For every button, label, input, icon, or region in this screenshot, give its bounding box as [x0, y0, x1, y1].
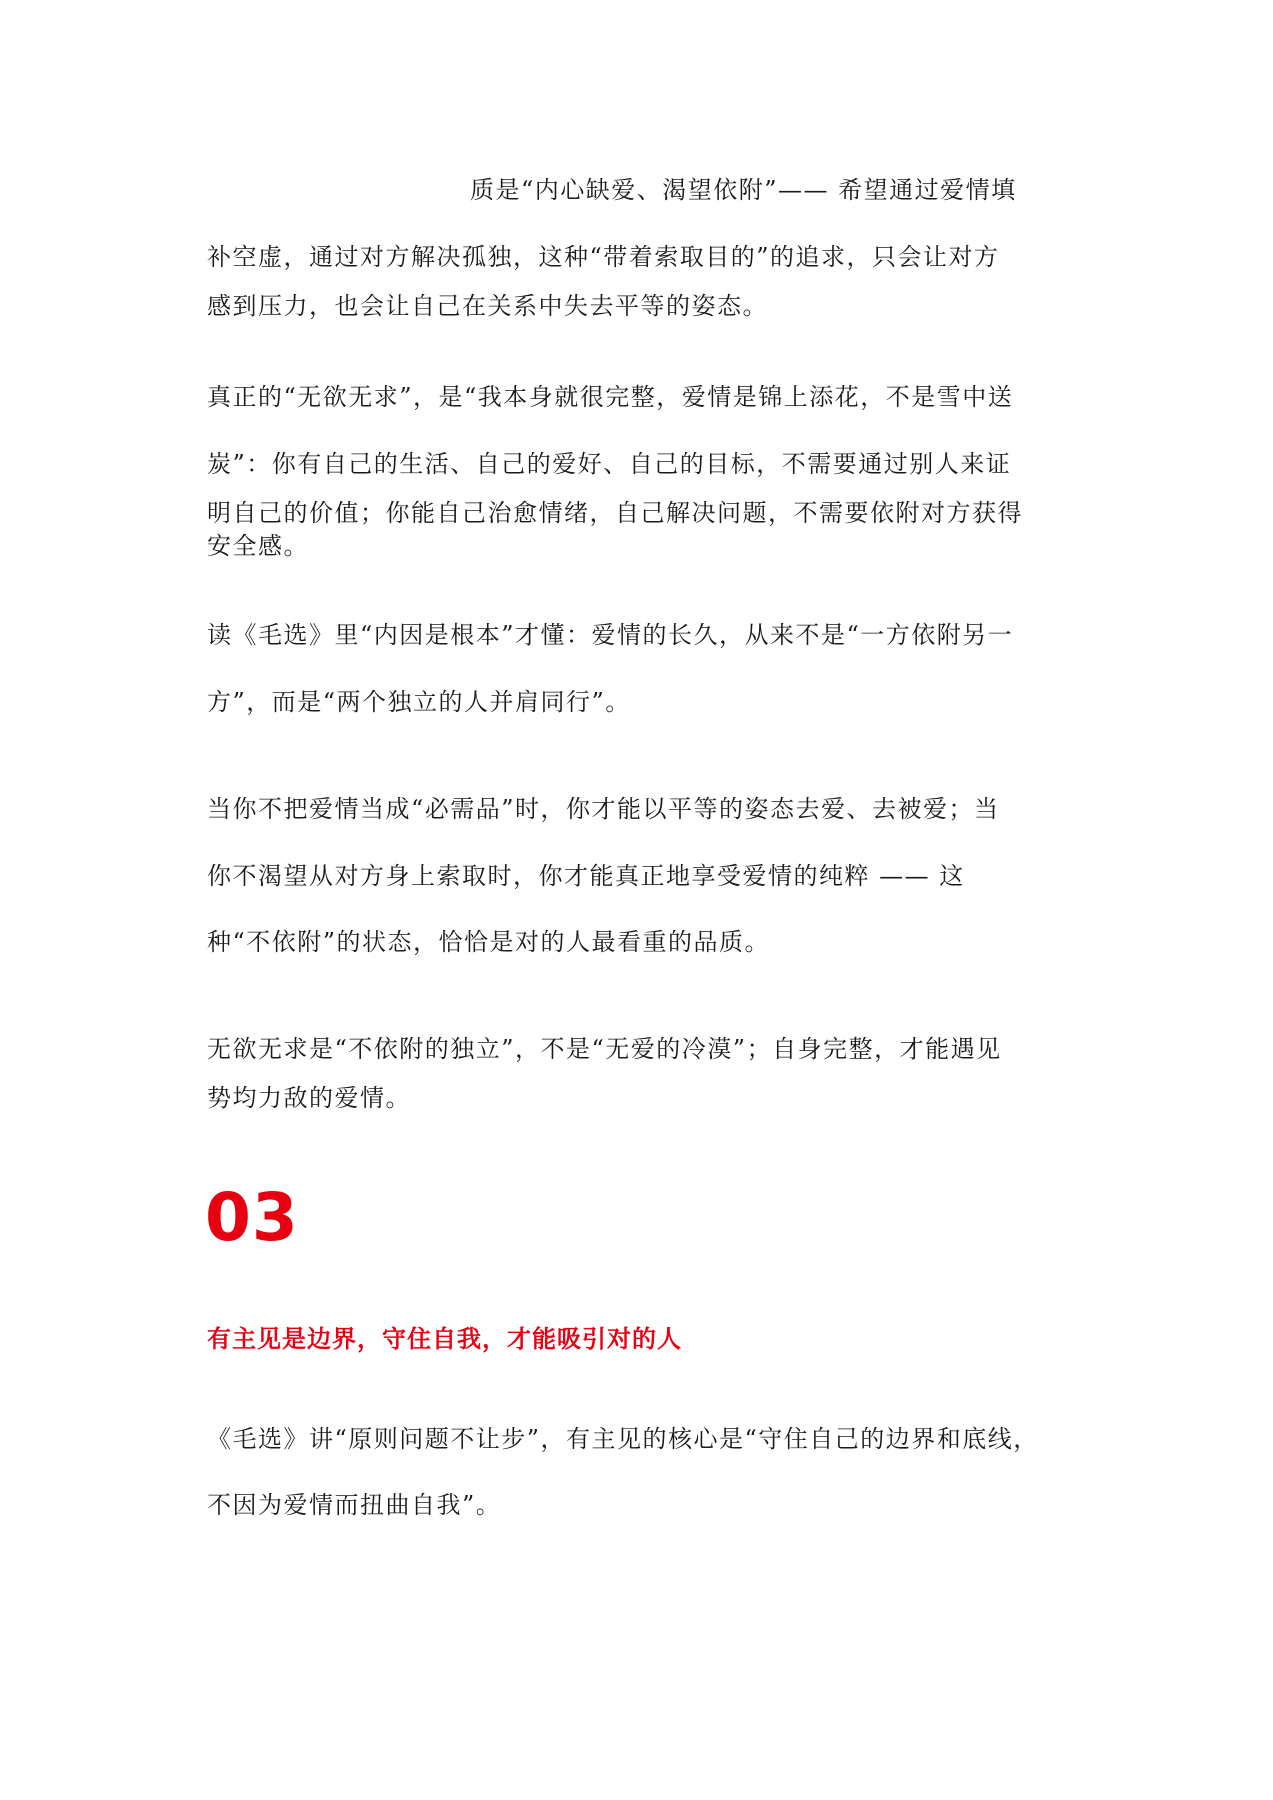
- paragraph-2-line-4: 安全感。: [207, 532, 309, 560]
- paragraph-1-line-2: 补空虚，通过对方解决孤独，这种“带着索取目的”的追求，只会让对方: [207, 243, 1000, 271]
- section-number: 03: [205, 1179, 299, 1256]
- paragraph-1-line-3: 感到压力，也会让自己在关系中失去平等的姿态。: [207, 292, 768, 320]
- section-heading: 有主见是边界，守住自我，才能吸引对的人: [207, 1325, 682, 1353]
- paragraph-5-line-2: 势均力敌的爱情。: [207, 1084, 411, 1112]
- paragraph-3-line-2: 方”，而是“两个独立的人并肩同行”。: [207, 688, 631, 716]
- paragraph-4-line-2: 你不渴望从对方身上索取时，你才能真正地享受爱情的纯粹 —— 这: [207, 862, 965, 890]
- paragraph-2-line-3: 明自己的价值；你能自己治愈情绪，自己解决问题，不需要依附对方获得: [207, 499, 1023, 527]
- paragraph-2-line-2: 炭”：你有自己的生活、自己的爱好、自己的目标，不需要通过别人来证: [207, 450, 1012, 478]
- paragraph-4-line-3: 种“不依附”的状态，恰恰是对的人最看重的品质。: [207, 928, 771, 956]
- section-paragraph-line-2: 不因为爱情而扭曲自我”。: [207, 1491, 502, 1519]
- paragraph-1-line-1: 质是“内心缺爱、渴望依附”—— 希望通过爱情填: [470, 176, 1017, 204]
- paragraph-5-line-1: 无欲无求是“不依附的独立”，不是“无爱的冷漠”；自身完整，才能遇见: [207, 1035, 1002, 1063]
- paragraph-4-line-1: 当你不把爱情当成“必需品”时，你才能以平等的姿态去爱、去被爱；当: [207, 795, 1000, 823]
- paragraph-2-line-1: 真正的“无欲无求”，是“我本身就很完整，爱情是锦上添花，不是雪中送: [207, 383, 1014, 411]
- paragraph-3-line-1: 读《毛选》里“内因是根本”才懂：爱情的长久，从来不是“一方依附另一: [207, 621, 1014, 649]
- section-paragraph-line-1: 《毛选》讲“原则问题不让步”，有主见的核心是“守住自己的边界和底线，: [207, 1425, 1039, 1453]
